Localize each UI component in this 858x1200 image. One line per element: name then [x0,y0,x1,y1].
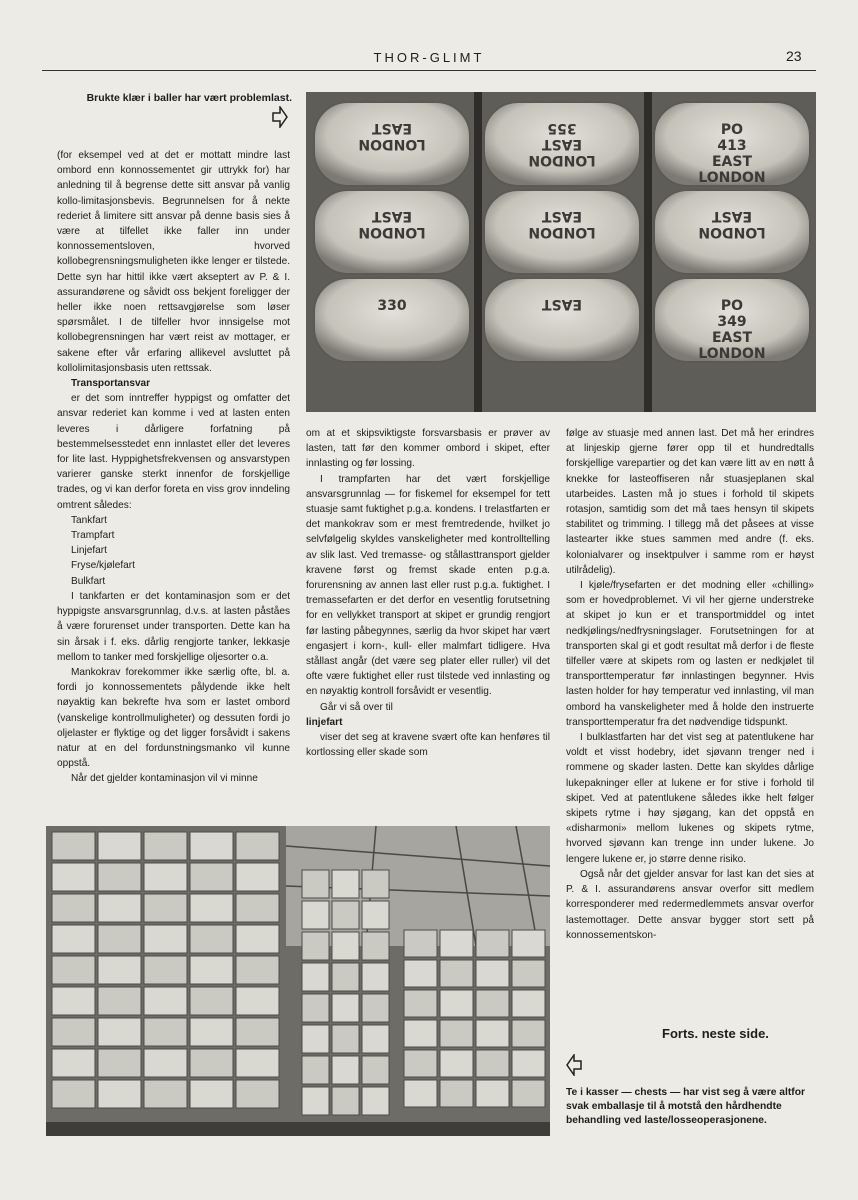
tea-chest [52,1080,95,1108]
tea-chest [236,925,279,953]
tea-chest [52,863,95,891]
tea-chest [512,1020,545,1047]
tea-chest [98,987,141,1015]
photo-caption-bottom: Te i kasser — chests — har vist seg å være altfor svak emballasje til å motstå den hårdhendte behandling ved laste/losseoperasjonene. [566,1087,806,1126]
tea-chest [144,925,187,953]
tea-chest [302,963,329,991]
clothing-bale [314,278,470,362]
tea-chest [362,963,389,991]
tea-chest [476,1020,509,1047]
subheading-linjefart: linjefart [306,716,343,728]
tea-chest [52,894,95,922]
paragraph: viser det seg at kravene svært ofte kan henføres til kortlossing eller skade som [306,732,550,759]
bale-stencil-text: 330 [377,298,407,314]
paragraph: (for eksempel ved at det er mottatt mindre last ombord enn konnossementet gir uttrykk for) har anledning til å begrense dette sitt ansvar på vanlig kollo-limitasjonsbevis. Begrunnelsen for å nekte rederiet å limitere sitt ansvar på denne basis sies å være at tilfellet ikke faller inn under konnossementsloven, hvorved kollobegrensningsmuligheten ikke lenger er tilstede. Dette syn har hittil ikke vært akseptert av P. & I. assurandørene og såvidt oss bekjent foreligger der heller ikke noen rettsavgjørelse som løser spørsmålet. I de tilfeller hvor innsigelse mot kollobegrensningen har vært reist av mottager, er sakene efter vår erfaring allikevel avsluttet på kollolimitasjonsbasis uten rettssak. [57,150,290,374]
tea-chest [512,960,545,987]
tea-chest [144,894,187,922]
tea-chest [144,956,187,984]
tea-chest [144,1080,187,1108]
bale-stencil-text: 413 [717,138,747,154]
photo-caption-top: Brukte klær i baller har vært problemlast. [86,92,292,104]
tea-chest [190,925,233,953]
bale-stencil-text: LONDON [698,170,766,186]
tea-chest [512,1050,545,1077]
tea-chest [476,930,509,957]
clothing-bale [484,278,640,362]
bale-stencil-text: EAST [541,136,583,152]
tea-chest [236,1049,279,1077]
photo-tea-chests [46,826,550,1136]
arrow-right-icon [272,106,288,128]
clothing-bale [314,102,470,186]
tea-chest [362,932,389,960]
clothing-bale [484,102,640,186]
bale-stencil-text: LONDON [698,346,766,362]
tea-chest [362,901,389,929]
list-item: Bulkfart [71,575,106,587]
tea-chest [236,894,279,922]
bale-stencil-text: EAST [541,296,583,312]
tea-chest [98,925,141,953]
tea-chest [404,930,437,957]
tea-chest [302,932,329,960]
paragraph: Når det gjelder kontaminasjon vil vi minne [71,773,258,785]
clothing-bale [484,190,640,274]
list-item: Trampfart [71,530,115,542]
tea-chest [190,956,233,984]
tea-chest [302,870,329,898]
header-rule [42,70,816,71]
tea-chest [332,1025,359,1053]
paragraph: følge av stuasje med annen last. Det må her erindres at linjeskip gjerne fører opp til et hundredtalls forskjellige varepartier og det kan være litt av en nøtt å knekke for lasteoffiseren når stuasjeplanen skal utarbeides. Lasten må jo stues i forhold til skipets rotasjon, samtidig som det må taes hensyn til skipets stabilitet og trimming. I tillegg må det påsees at visse lastearter ikke stues sammen med andre (f. eks. kolonialvarer og insektpulver i samme rom er høyst utilrådelig). [566,428,814,576]
tea-chest [404,1050,437,1077]
paragraph: I kjøle/frysefarten er det modning eller «chilling» som er hovedproblemet. Vi vil her gjerne understreke at skipet jo kun er et transportmiddel og intet nedkjølings/nedfrysningslager. Forutsetningen for at transporten skal gi et godt resultat må derfor i de fleste tilfeller være at skipets rom og lasten er nedkjølet til transporttemperatur før innlastingen begynner. Hvis lasten holder for høy temperatur ved innlasting, vil man ombord ha vanskeligheter med å holde den instruerte transporttemperatur fra det nødvendige tidspunkt. [566,580,814,728]
arrow-left-icon [566,1054,582,1076]
paragraph: I trampfarten har det vært forskjellige ansvarsgrunnlag — for fiskemel for eksempel for tett stuasje samt fuktighet p.g.a. kondens. I trelastfarten er det mankokrav som er mest fremtredende, hvilket jo selvfølgelig skyldes vanskeligheter med kontrolltelling av slik last. Ved tremasse- og stållasttransport gjelder kravene først og fremst skade enten p.g.a. forurensning av annen last eller rust p.g.a. fuktighet. I tremassefarten er det derfor en vesentlig forutsetning for en vellykket transport at skipet er grundig rengjort før lasting påbegynnes, særlig da hvor skipet har vært engasjert i korn-, kull- eller malmfart tidligere. Hva stållast angår (det være seg plater eller ruller) vil det ofte være fuktighet eller rust tilstede ved innlasting og en nøyaktig kontroll forsåvidt er vesentlig. [306,473,550,698]
tea-chest [302,1056,329,1084]
list-item: Fryse/kjølefart [71,560,135,572]
list-item: Tankfart [71,514,107,526]
bale-stencil-text: PO [720,298,744,314]
tea-chest [144,863,187,891]
text-column-2 [306,426,550,760]
bale-stencil-text: LONDON [528,224,596,240]
paragraph: Også når det gjelder ansvar for last kan det sies at P. & I. assurandørens ansvar overfor sitt medlem korresponderer med redermedlemmets ansvar overfor lastemottager. Dette ansvar bygger stort sett på konnossementskon- [566,868,814,941]
clothing-bale [314,190,470,274]
tea-chest [362,994,389,1022]
paragraph: Mankokrav forekommer ikke særlig ofte, bl. a. fordi jo konnossementets pålydende ikke helt nøyaktig kan bekrefte hva som er lastet ombord (vanskelige kontrollmuligheter) og dessuten fordi jo oljelaster er flyktige og det ligger forsåvidt i sakens natur at en del fordunstningsmanko vil kunne oppstå. [57,666,290,770]
tea-chest [52,832,95,860]
tea-chest [476,1080,509,1107]
tea-chest [190,832,233,860]
tea-chest [440,1020,473,1047]
list-item: Linjefart [71,545,107,557]
bale-stencil-text: EAST [371,208,413,224]
tea-chest [302,994,329,1022]
tea-chest [332,1087,359,1115]
tea-chest [512,1080,545,1107]
tea-chest [52,956,95,984]
tea-chest [98,894,141,922]
tea-chest [190,987,233,1015]
tea-chest [98,1049,141,1077]
bale-gap [474,92,482,412]
continued-next-page: Forts. neste side. [662,1026,769,1041]
tea-chest [236,863,279,891]
paragraph: I bulklastfarten har det vist seg at patentlukene har voldt et visst hodebry, idet sjøvann trenger ned i rommene og skader lasten. Dette kan skyldes dårlige lukepakninger eller at lukene er for stive i forhold til skipet. Ved at patentlukene således ikke helt følger skipets rytme i høy sjøgang, kan det oppstå en «disharmoni» mellom lukenes og skipets rytme, hvorved sjøvann kan trenge inn under lukene. Jo lengere lukene er, jo større denne risiko. [566,732,814,865]
tea-chest [98,832,141,860]
tea-chest [52,1049,95,1077]
tea-chest [98,863,141,891]
tea-chest [404,960,437,987]
tea-chest [98,956,141,984]
photo-clothing-bales [306,92,816,412]
bale-stencil-text: LONDON [358,224,426,240]
paragraph: Går vi så over til [320,701,393,713]
tea-chest [144,832,187,860]
paragraph: om at et skipsviktigste forsvarsbasis er prøver av lasten, tatt før den kommer ombord i skipet, efter innlasting og før lossing. [306,428,550,470]
tea-chest [476,1050,509,1077]
bale-stencil-text: EAST [711,208,753,224]
tea-chest [404,1020,437,1047]
tea-chest [332,932,359,960]
tea-chest [512,930,545,957]
tea-chest [302,1087,329,1115]
tea-chest [190,863,233,891]
tea-chest [190,1049,233,1077]
tea-chest [404,1080,437,1107]
tea-chest [190,1018,233,1046]
tea-chest [52,1018,95,1046]
tea-chest [440,960,473,987]
tea-chest [52,987,95,1015]
tea-chest [440,930,473,957]
tea-chest [144,1018,187,1046]
tea-chest [332,901,359,929]
tea-chest [236,1018,279,1046]
bale-stencil-text: PO [720,122,744,138]
bale-stencil-text: EAST [371,120,413,136]
tea-chest [476,990,509,1017]
tea-chest [302,901,329,929]
paragraph: er det som inntreffer hyppigst og omfatter det ansvar rederiet kan komme i ved at lasten enten leveres i dårligere forfatning på bestemmelsesstedet enn innlastet eller det leveres for lite last. Hyppighetsfrekvensen og ansvarstypen varierer ganske sterkt innenfor de forskjellige trades, og vi kan derfor foreta en viss grov inndeling omtrent således: [57,393,290,511]
bale-stencil-text: EAST [711,330,753,346]
tea-chest [332,870,359,898]
text-column-1 [57,148,290,787]
tea-chest [190,1080,233,1108]
tea-chest [236,956,279,984]
paragraph: I tankfarten er det kontaminasjon som er det hyppigste ansvarsgrunnlag, d.v.s. at lasten påståes å være forurenset under transporten. Dette kan ha sin årsak i f. eks. dårlig rengjorte tanker, lekkasje mellom to tanker med forskjellige oljesorter o.a. [57,590,290,663]
tea-chest [332,963,359,991]
tea-chest [440,1050,473,1077]
tea-chest [52,925,95,953]
clothing-bale [654,102,810,186]
text-column-3 [566,426,814,943]
tea-chest [98,1018,141,1046]
tea-chest [332,1056,359,1084]
tea-chest [332,994,359,1022]
magazine-title: THOR-GLIMT [373,50,485,65]
clothing-bale [654,190,810,274]
bale-stencil-text: 349 [717,314,747,330]
bale-stencil-text: EAST [541,208,583,224]
page-number: 23 [786,48,802,64]
tea-chest [362,1087,389,1115]
tea-chest [236,987,279,1015]
bale-stencil-text: LONDON [528,152,596,168]
tea-chest [362,1056,389,1084]
clothing-bale [654,278,810,362]
tea-chest [302,1025,329,1053]
tea-chest [362,870,389,898]
subheading-transportansvar: Transportansvar [71,378,151,390]
tea-chest [440,990,473,1017]
bale-stencil-text: LONDON [698,224,766,240]
tea-chest [236,832,279,860]
tea-chest [144,1049,187,1077]
tea-chest [144,987,187,1015]
bale-stencil-text: EAST [711,154,753,170]
tea-chest [362,1025,389,1053]
tea-chest [440,1080,473,1107]
tea-chest [236,1080,279,1108]
tea-chest [98,1080,141,1108]
bale-gap [644,92,652,412]
tea-chest [476,960,509,987]
tea-chest [190,894,233,922]
tea-chest [512,990,545,1017]
bale-stencil-text: LONDON [358,136,426,152]
tea-chest [404,990,437,1017]
bale-stencil-text: 355 [547,120,577,136]
